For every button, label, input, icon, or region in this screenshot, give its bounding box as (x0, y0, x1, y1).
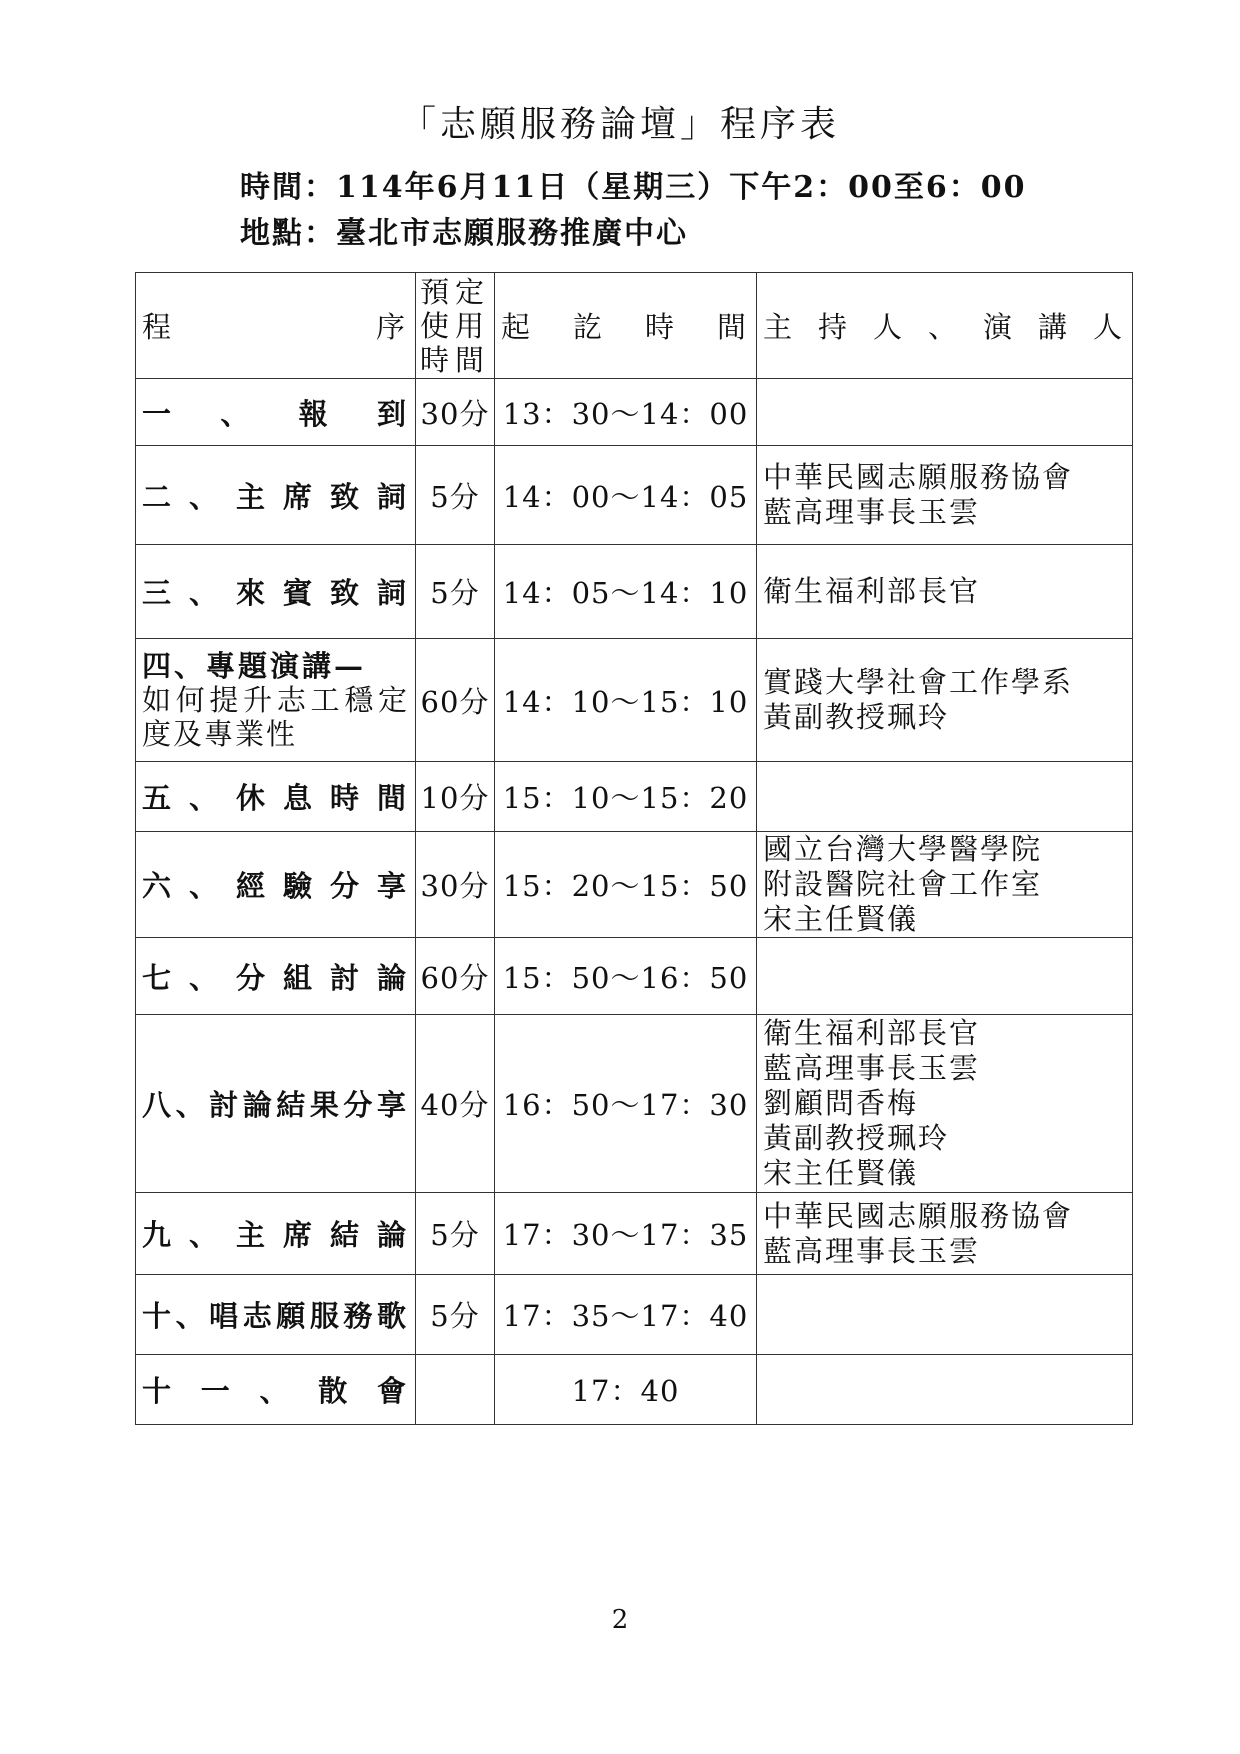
time-range: 17：40 (495, 1355, 757, 1425)
program-item-label: 三、來賓致詞 (142, 576, 409, 610)
header-hosts: 主持人、演講人 (757, 273, 1133, 379)
program-item (136, 379, 416, 446)
program-item (136, 545, 416, 639)
time-range: 17：30～17：35 (495, 1193, 757, 1275)
hosts-speakers (757, 1015, 1133, 1193)
hosts-speakers (757, 379, 1133, 446)
table-row (136, 832, 1133, 938)
host-name: 藍高理事長玉雲 (763, 1233, 981, 1268)
planned-duration: 5分 (416, 446, 495, 545)
hosts-speakers (757, 762, 1133, 832)
time-range: 13：30～14：00 (495, 379, 757, 446)
program-item (136, 1275, 416, 1355)
program-item (136, 762, 416, 832)
table-row (136, 639, 1133, 762)
planned-duration: 60分 (416, 938, 495, 1015)
program-item-label: 九、主席結論 (142, 1218, 409, 1252)
host-name: 藍高理事長玉雲 (763, 495, 981, 529)
host-name: 宋主任賢儀 (763, 902, 919, 936)
program-item (136, 639, 416, 762)
planned-duration: 60分 (416, 639, 495, 762)
hosts-speakers (757, 938, 1133, 1015)
hosts-speakers (757, 1193, 1133, 1275)
program-item (136, 1015, 416, 1193)
table-row (136, 1015, 1133, 1193)
planned-duration: 5分 (416, 545, 495, 639)
program-item (136, 938, 416, 1015)
time-range: 17：35～17：40 (495, 1275, 757, 1355)
program-item-label: 五、休息時間 (142, 781, 409, 815)
program-item-label: 八、討論結果分享 (142, 1088, 409, 1122)
program-item-label: 六、經驗分享 (142, 869, 409, 903)
hosts-speakers (757, 545, 1133, 639)
host-name: 中華民國志願服務協會 (763, 1198, 1074, 1233)
header-range: 起訖時間 (495, 273, 757, 379)
program-item-label: 十、唱志願服務歌 (142, 1299, 409, 1333)
program-item-subtitle: 如何提升志工穩定度及專業性 (142, 683, 409, 751)
program-item (136, 446, 416, 545)
planned-duration: 30分 (416, 379, 495, 446)
planned-duration: 5分 (416, 1275, 495, 1355)
host-name: 衛生福利部長官 (763, 574, 981, 608)
table-row (136, 762, 1133, 832)
program-item-label: 十一、散會 (142, 1374, 409, 1408)
page-number: 2 (611, 1605, 629, 1635)
hosts-speakers (757, 1355, 1133, 1425)
table-row (136, 938, 1133, 1015)
time-range: 14：10～15：10 (495, 639, 757, 762)
table-row (136, 1355, 1133, 1425)
program-item-label: 一、報到 (142, 396, 409, 431)
header-item: 程序 (136, 273, 416, 379)
table-row (136, 545, 1133, 639)
program-table (135, 272, 1133, 1425)
hosts-speakers (757, 639, 1133, 762)
host-name: 宋主任賢儀 (763, 1156, 919, 1190)
host-name: 中華民國志願服務協會 (763, 460, 1074, 494)
document-title: 「志願服務論壇」程序表 (399, 104, 840, 145)
host-name: 國立台灣大學醫學院 (763, 832, 1043, 866)
event-place: 地點：臺北市志願服務推廣中心 (240, 216, 688, 251)
time-range: 14：05～14：10 (495, 545, 757, 639)
hosts-speakers (757, 832, 1133, 938)
hosts-speakers (757, 446, 1133, 545)
host-name: 附設醫院社會工作室 (763, 867, 1043, 901)
table-row (136, 1193, 1133, 1275)
program-item (136, 1355, 416, 1425)
host-name: 黃副教授珮玲 (763, 700, 950, 734)
time-range: 14：00～14：05 (495, 446, 757, 545)
host-name: 衛生福利部長官 (763, 1016, 981, 1050)
planned-duration: 10分 (416, 762, 495, 832)
host-name: 藍高理事長玉雲 (763, 1051, 981, 1085)
planned-duration: 30分 (416, 832, 495, 938)
host-name: 黃副教授珮玲 (763, 1121, 950, 1155)
host-name: 實踐大學社會工作學系 (763, 665, 1074, 699)
table-row (136, 446, 1133, 545)
header-duration: 預定使用時間 (416, 273, 495, 379)
time-range: 15：20～15：50 (495, 832, 757, 938)
table-row (136, 1275, 1133, 1355)
program-item (136, 832, 416, 938)
program-item-label: 四、專題演講— (142, 649, 367, 683)
program-item (136, 1193, 416, 1275)
planned-duration (416, 1355, 495, 1425)
planned-duration: 40分 (416, 1015, 495, 1193)
event-time: 時間：114年6月11日（星期三）下午2：00至6：00 (240, 170, 1027, 205)
program-item-label: 二、主席致詞 (142, 479, 409, 514)
planned-duration: 5分 (416, 1193, 495, 1275)
table-row (136, 379, 1133, 446)
host-name: 劉顧問香梅 (763, 1086, 919, 1120)
time-range: 15：50～16：50 (495, 938, 757, 1015)
time-range: 15：10～15：20 (495, 762, 757, 832)
hosts-speakers (757, 1275, 1133, 1355)
program-item-label: 七、分組討論 (142, 960, 409, 995)
time-range: 16：50～17：30 (495, 1015, 757, 1193)
table-header-row (136, 273, 1133, 379)
